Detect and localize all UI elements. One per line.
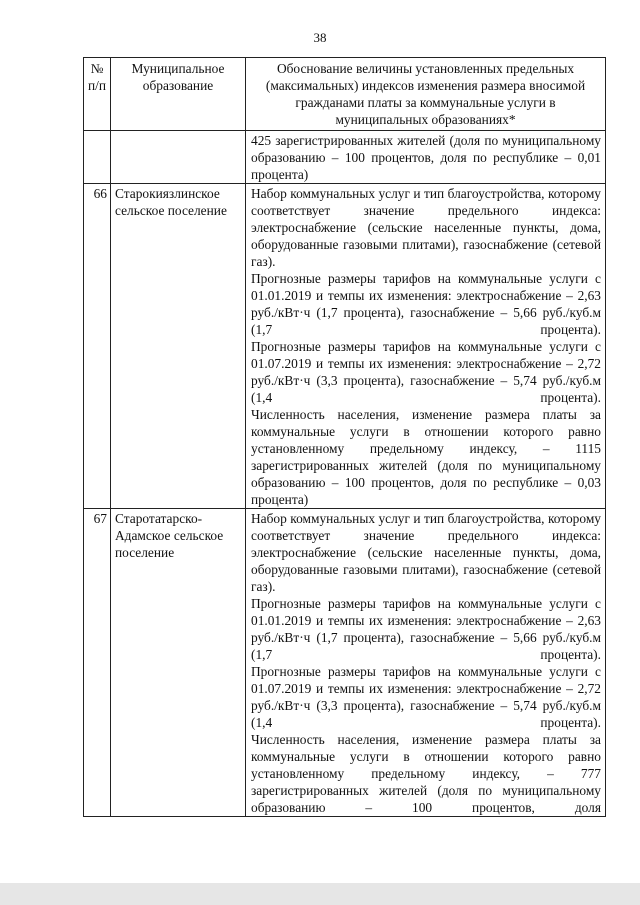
cell-municipality-empty xyxy=(111,131,246,184)
justification-paragraph: Прогнозные размеры тарифов на коммунальные услуги с 01.07.2019 и темпы их изменения: электроснабжение – 2,72 руб./кВт·ч (3,3 процента), газоснабжение – 5,74 руб./куб.м (1,4 процента). xyxy=(251,339,601,405)
justification-paragraph: Численность населения, изменение размера платы за коммунальные услуги в отношении которого равно установленному предельному индексу, – 777 зарегистрированных жителей (доля по муниципальному образованию – 100 процентов, доля xyxy=(251,732,601,815)
justification-paragraph: Набор коммунальных услуг и тип благоустройства, которому соответствует значение предельного индекса: электроснабжение (сельские населенные пункты, дома, оборудованные газовыми плитами), газоснабжение (сетевой газ). xyxy=(251,511,601,594)
justification-paragraph: Набор коммунальных услуг и тип благоустройства, которому соответствует значение предельного индекса: электроснабжение (сельские населенные пункты, дома, оборудованные газовыми плитами), газоснабжение (сетевой газ). xyxy=(251,186,601,269)
cell-justification xyxy=(246,509,606,817)
page-number: 38 xyxy=(313,30,327,45)
justification-paragraph: Прогнозные размеры тарифов на коммунальные услуги с 01.07.2019 и темпы их изменения: электроснабжение – 2,72 руб./кВт·ч (3,3 процента), газоснабжение – 5,74 руб./куб.м (1,4 процента). xyxy=(251,664,601,730)
header-num: № п/п xyxy=(84,58,111,131)
cell-num: 66 xyxy=(84,184,111,509)
header-municipality: Муниципальное образование xyxy=(111,58,246,131)
header-justification: Обоснование величины установленных предельных (максимальных) индексов изменения размера вносимой гражданами платы за коммунальные услуги в муниципальных образованиях* xyxy=(246,58,606,131)
table-row-continuation xyxy=(84,131,606,184)
justification-paragraph: Прогнозные размеры тарифов на коммунальные услуги с 01.01.2019 и темпы их изменения: электроснабжение – 2,63 руб./кВт·ч (1,7 процента), газоснабжение – 5,66 руб./куб.м (1,7 процента). xyxy=(251,596,601,662)
justification-paragraph: 425 зарегистрированных жителей (доля по муниципальному образованию – 100 процентов, доля по республике – 0,01 процента) xyxy=(251,133,601,182)
scan-bottom-band xyxy=(0,883,640,905)
cell-municipality: Старотатарско-Адамское сельское поселение xyxy=(111,509,246,817)
table-header-row xyxy=(84,58,606,131)
cell-num-empty xyxy=(84,131,111,184)
cell-justification xyxy=(246,131,606,184)
justification-paragraph: Прогнозные размеры тарифов на коммунальные услуги с 01.01.2019 и темпы их изменения: электроснабжение – 2,63 руб./кВт·ч (1,7 процента), газоснабжение – 5,66 руб./куб.м (1,7 процента). xyxy=(251,271,601,337)
cell-justification xyxy=(246,184,606,509)
cell-num: 67 xyxy=(84,509,111,817)
cell-municipality: Старокиязлинское сельское поселение xyxy=(111,184,246,509)
justification-paragraph: Численность населения, изменение размера платы за коммунальные услуги в отношении которого равно установленному предельному индексу, – 1115 зарегистрированных жителей (доля по муниципальному образованию – 100 процентов, доля по республике – 0,03 процента) xyxy=(251,407,601,507)
table-row xyxy=(84,184,606,509)
indices-table xyxy=(83,57,606,817)
table-row xyxy=(84,509,606,817)
